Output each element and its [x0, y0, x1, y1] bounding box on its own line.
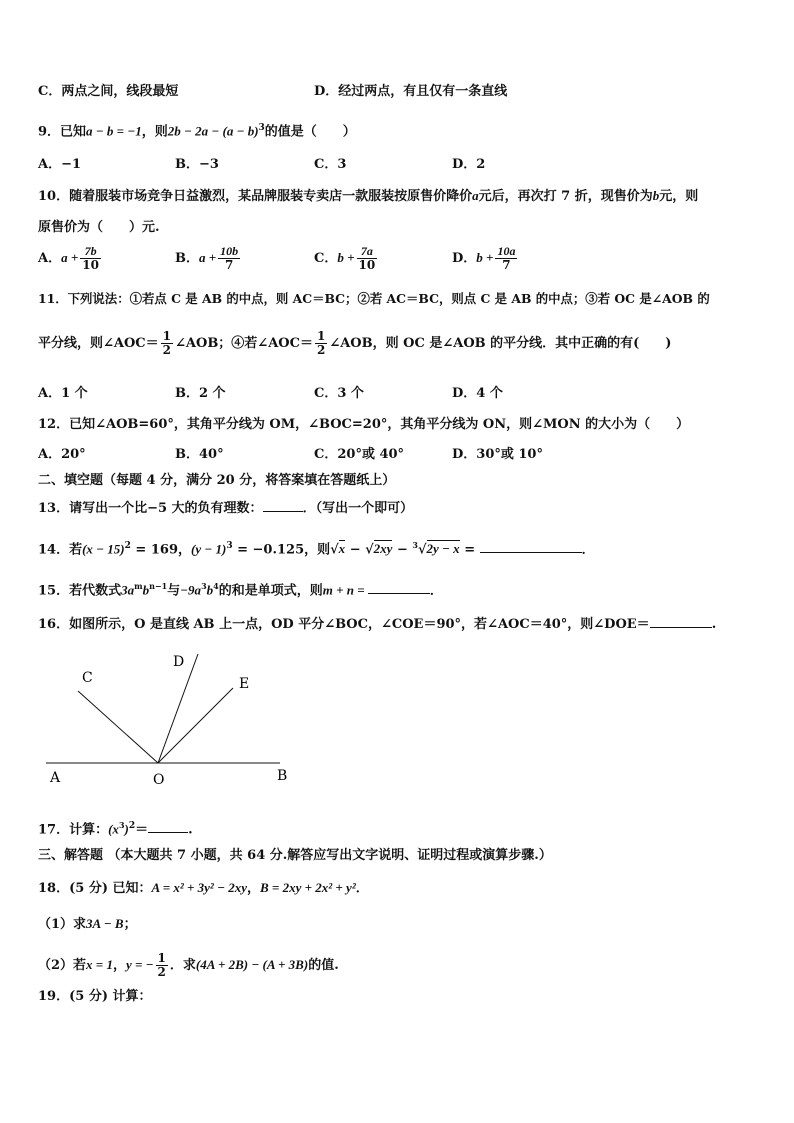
section-2-heading: 二、填空题（每题 4 分，满分 20 分，将答案填在答题纸上） — [38, 473, 396, 488]
answer-blank — [650, 615, 712, 628]
ray-oe — [158, 688, 233, 763]
q12-option-b: B．40° — [175, 447, 224, 462]
q8-option-c: C．两点之间，线段最短 — [38, 84, 179, 99]
q11-option-c: C．3 个 — [314, 386, 364, 401]
question-10-line2: 原售价为（ ）元. — [38, 220, 160, 235]
label-a: A — [50, 770, 61, 786]
question-12: 12．已知∠AOB=60°，其角平分线为 OM，∠BOC=20°，其角平分线为 ON，则∠MON 的大小为（ ） — [38, 417, 690, 432]
label-o: O — [153, 772, 165, 788]
answer-blank — [368, 581, 430, 594]
q11-option-b: B．2 个 — [175, 386, 226, 401]
answer-blank — [263, 499, 303, 512]
q12-option-c: C．20°或 40° — [314, 447, 405, 462]
question-16: 16．如图所示，O 是直线 AB 上一点，OD 平分∠BOC，∠COE＝90°，若∠AOC＝40°，则∠DOE＝ . — [38, 617, 717, 632]
question-15: 15．若代数式$3a^mb^{n-1}$与$-9a^3b^4$的和是单项式，则m + n = ． — [38, 581, 443, 599]
question-17: 17．计算：$(x^3)^2=$ . — [38, 820, 193, 838]
ray-oc — [78, 691, 158, 763]
question-18-part-1: （1）求3A − B； — [38, 916, 137, 932]
question-11-line2: 平分线，则∠AOC＝ $\frac{1}{2}$ ∠AOB；④若∠AOC＝ $\frac{1}{2}$ ∠AOB，则 OC 是∠AOB 的平分线．其中正确的有( ) — [38, 329, 672, 357]
angle-figure — [40, 648, 300, 788]
q9-expression: 2b − 2a − (a − b) — [167, 123, 259, 139]
question-18: 18．(5 分) 已知：A = x² + 3y² − 2xy，B = 2xy + 2x² + y²． — [38, 880, 369, 896]
q8-option-d: D．经过两点，有且仅有一条直线 — [314, 84, 508, 99]
answer-blank — [148, 820, 188, 833]
q11-option-a: A．1 个 — [38, 386, 88, 401]
sqrt-icon: √ — [330, 542, 339, 558]
q9-option-b: B．−3 — [175, 157, 219, 172]
question-19: 19．(5 分) 计算： — [38, 989, 152, 1004]
question-14: 14．若$(x - 15)^2 = 169$，$(y - 1)^3 = -0.125$，则√x − √2xy − $^3$√2y − x = ． — [38, 540, 595, 558]
answer-blank — [480, 540, 582, 553]
label-d: D — [173, 654, 185, 670]
label-b: B — [277, 768, 288, 784]
q10-option-a: A．a + $\frac{7b}{10}$ — [38, 244, 99, 272]
ray-od — [158, 654, 198, 763]
q9-option-d: D．2 — [452, 157, 486, 172]
label-c: C — [82, 670, 93, 686]
q10-option-b: B．a + $\frac{10b}{7}$ — [175, 244, 239, 272]
cube-root-icon: √ — [417, 542, 427, 558]
q9-option-a: A．−1 — [38, 157, 82, 172]
q12-option-a: A．20° — [38, 447, 86, 462]
question-9: 9．已知a − b = −1，则$2b - 2a - (a - b)^3$的值是（ ） — [38, 123, 356, 140]
q10-option-c: C．b + $\frac{7a}{10}$ — [314, 244, 376, 272]
question-18-part-2: （2）若x = 1，y = − $\frac{1}{2}$ ．求(4A + 2B) − (A + 3B)的值. — [38, 951, 339, 979]
question-10-line1: 10．随着服装市场竞争日益激烈，某品牌服装专卖店一款服装按原售价降价a元后，再次打 7 折，现售价为b元，则 — [38, 188, 699, 204]
label-e: E — [239, 676, 250, 692]
q9-condition: a − b = −1 — [86, 123, 142, 139]
section-3-heading: 三、解答题 （本大题共 7 小题，共 64 分.解答应写出文字说明、证明过程或演算步骤.） — [38, 848, 552, 863]
q12-option-d: D．30°或 10° — [452, 447, 543, 462]
question-11-line1: 11．下列说法：①若点 C 是 AB 的中点，则 AC＝BC；②若 AC＝BC，则点 C 是 AB 的中点；③若 OC 是∠AOB 的 — [38, 291, 710, 306]
q9-option-c: C．3 — [314, 157, 347, 172]
sqrt-icon: √ — [365, 542, 374, 558]
q11-option-d: D．4 个 — [452, 386, 503, 401]
question-13: 13．请写出一个比−5 大的负有理数： ．（写出一个即可） — [38, 501, 414, 516]
q10-option-d: D．b + $\frac{10a}{7}$ — [452, 244, 516, 272]
